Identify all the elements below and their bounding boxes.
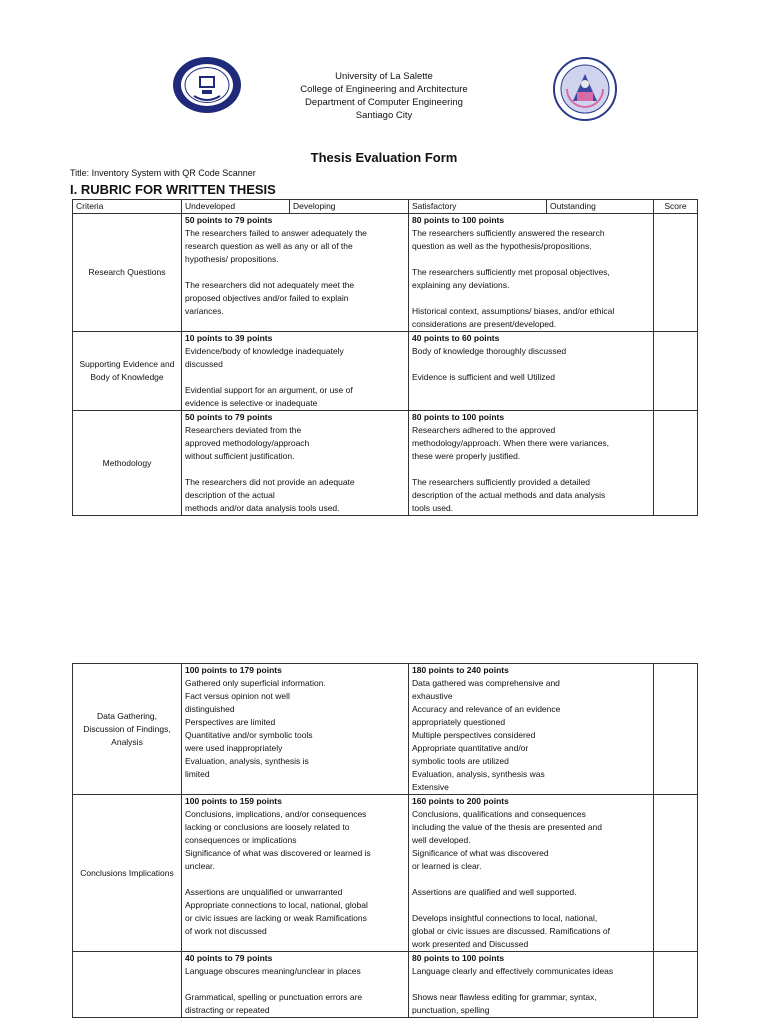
undeveloped-descriptor-cell [182, 214, 409, 332]
points-range: 160 points to 200 points [412, 796, 509, 806]
descriptor-line: Quantitative and/or symbolic tools [185, 730, 313, 740]
descriptor-line [412, 873, 650, 886]
university-seal-icon [172, 56, 242, 114]
descriptor-line: limited [185, 769, 210, 779]
descriptor-line: lacking or conclusions are loosely related to [185, 822, 350, 832]
descriptor-line: The researchers sufficiently provided a detailed [412, 477, 590, 487]
descriptor-line: Assertions are qualified and well supported. [412, 887, 577, 897]
table-row [73, 795, 698, 952]
descriptor-line: without sufficient justification. [185, 451, 295, 461]
satisfactory-descriptor-cell [409, 664, 654, 795]
descriptor-line: well developed. [412, 835, 471, 845]
descriptor-line [185, 978, 405, 991]
descriptor-line: Shows near flawless editing for grammar, syntax, [412, 992, 597, 1002]
descriptor-line: Language obscures meaning/unclear in places [185, 966, 361, 976]
score-cell[interactable] [654, 411, 698, 516]
department-name: Department of Computer Engineering [305, 97, 463, 108]
form-title: Thesis Evaluation Form [310, 150, 458, 165]
descriptor-line: The researchers did not provide an adequate [185, 477, 355, 487]
descriptor-line: Assertions are unqualified or unwarranted [185, 887, 343, 897]
criteria-header: Criteria [73, 200, 182, 214]
criteria-cell: Conclusions Implications [73, 795, 182, 952]
satisfactory-descriptor-cell [409, 952, 654, 1018]
table-row [73, 411, 698, 516]
section-title: I. RUBRIC FOR WRITTEN THESIS [70, 182, 276, 197]
descriptor-line: Perspectives are limited [185, 717, 276, 727]
descriptor-line: punctuation, spelling [412, 1005, 490, 1015]
descriptor-line: Appropriate quantitative and/or [412, 743, 529, 753]
satisfactory-descriptor-cell [409, 214, 654, 332]
descriptor-line: Language clearly and effectively communicates ideas [412, 966, 614, 976]
undeveloped-header: Undeveloped [182, 200, 290, 214]
points-range: 40 points to 79 points [185, 953, 273, 963]
descriptor-line: Data gathered was comprehensive and [412, 678, 560, 688]
score-cell[interactable] [654, 332, 698, 411]
table-row [73, 664, 698, 795]
descriptor-line [412, 253, 650, 266]
descriptor-line: evidence is selective or inadequate [185, 398, 318, 408]
descriptor-line [185, 463, 405, 476]
undeveloped-descriptor-cell [182, 795, 409, 952]
descriptor-line: considerations are present/developed. [412, 319, 557, 329]
descriptor-line [412, 358, 650, 371]
satisfactory-descriptor-cell [409, 411, 654, 516]
descriptor-line: Extensive [412, 782, 449, 792]
descriptor-line: methods and/or data analysis tools used. [185, 503, 340, 513]
descriptor-line: Accuracy and relevance of an evidence [412, 704, 561, 714]
score-cell[interactable] [654, 214, 698, 332]
college-seal-icon [553, 56, 617, 122]
developing-header: Developing [290, 200, 409, 214]
points-range: 100 points to 159 points [185, 796, 282, 806]
descriptor-line: global or civic issues are discussed. Ramifications of [412, 926, 610, 936]
points-range: 80 points to 100 points [412, 953, 505, 963]
descriptor-line [412, 292, 650, 305]
descriptor-line: The researchers failed to answer adequately the [185, 228, 367, 238]
satisfactory-header: Satisfactory [409, 200, 547, 214]
college-name: College of Engineering and Architecture [300, 84, 468, 95]
undeveloped-descriptor-cell [182, 664, 409, 795]
descriptor-line: explaining any deviations. [412, 280, 510, 290]
descriptor-line: Evidence/body of knowledge inadequately [185, 346, 344, 356]
thesis-title: Title: Inventory System with QR Code Scanner [70, 168, 256, 178]
descriptor-line: symbolic tools are utilized [412, 756, 509, 766]
points-range: 80 points to 100 points [412, 215, 505, 225]
criteria-cell: Methodology [73, 411, 182, 516]
points-range: 180 points to 240 points [412, 665, 509, 675]
university-name: University of La Salette [335, 71, 433, 82]
descriptor-line [412, 899, 650, 912]
satisfactory-descriptor-cell [409, 332, 654, 411]
descriptor-line [185, 266, 405, 279]
descriptor-line: discussed [185, 359, 223, 369]
descriptor-line: Gathered only superficial information. [185, 678, 326, 688]
descriptor-line: Significance of what was discovered or learned is [185, 848, 371, 858]
city-name: Santiago City [355, 110, 413, 121]
rubric-table [72, 199, 698, 516]
descriptor-line: Develops insightful connections to local, national, [412, 913, 598, 923]
descriptor-line: Historical context, assumptions/ biases, and/or ethical [412, 306, 615, 316]
descriptor-line: methodology/approach. When there were variances, [412, 438, 610, 448]
score-cell[interactable] [654, 952, 698, 1018]
rubric-table-continued [72, 663, 698, 1018]
descriptor-line: Appropriate connections to local, national, global [185, 900, 368, 910]
descriptor-line: Grammatical, spelling or punctuation errors are [185, 992, 363, 1002]
criteria-cell [73, 952, 182, 1018]
descriptor-line [185, 873, 405, 886]
undeveloped-descriptor-cell [182, 332, 409, 411]
descriptor-line: variances. [185, 306, 224, 316]
descriptor-line: consequences or implications [185, 835, 297, 845]
descriptor-line: tools used. [412, 503, 454, 513]
descriptor-line: exhaustive [412, 691, 453, 701]
undeveloped-descriptor-cell [182, 411, 409, 516]
descriptor-line: approved methodology/approach [185, 438, 310, 448]
points-range: 50 points to 79 points [185, 215, 273, 225]
descriptor-line: Conclusions, qualifications and consequences [412, 809, 586, 819]
descriptor-line [412, 978, 650, 991]
table-row [73, 214, 698, 332]
descriptor-line: of work not discussed [185, 926, 267, 936]
descriptor-line [412, 463, 650, 476]
descriptor-line: Evidence is sufficient and well Utilized [412, 372, 555, 382]
table-row [73, 332, 698, 411]
descriptor-line: Researchers adhered to the approved [412, 425, 556, 435]
score-header: Score [654, 200, 698, 214]
descriptor-line: Multiple perspectives considered [412, 730, 536, 740]
descriptor-line: Researchers deviated from the [185, 425, 302, 435]
descriptor-line: were used inappropriately [185, 743, 283, 753]
criteria-cell: Data Gathering, Discussion of Findings, Analysis [73, 664, 182, 795]
descriptor-line: Evaluation, analysis, synthesis was [412, 769, 545, 779]
descriptor-line: these were properly justified. [412, 451, 521, 461]
descriptor-line: hypothesis/ propositions. [185, 254, 279, 264]
descriptor-line: description of the actual [185, 490, 275, 500]
points-range: 50 points to 79 points [185, 412, 273, 422]
descriptor-line: distinguished [185, 704, 235, 714]
descriptor-line: Conclusions, implications, and/or consequences [185, 809, 367, 819]
descriptor-line: Fact versus opinion not well [185, 691, 290, 701]
descriptor-line: description of the actual methods and data analysis [412, 490, 606, 500]
score-cell[interactable] [654, 664, 698, 795]
descriptor-line: The researchers sufficiently met proposal objectives, [412, 267, 610, 277]
descriptor-line: The researchers did not adequately meet the [185, 280, 355, 290]
descriptor-line: Evaluation, analysis, synthesis is [185, 756, 309, 766]
descriptor-line: research question as well as any or all of the [185, 241, 353, 251]
descriptor-line: distracting or repeated [185, 1005, 270, 1015]
descriptor-line: unclear. [185, 861, 215, 871]
descriptor-line: including the value of the thesis are presented and [412, 822, 602, 832]
institution-header [250, 70, 518, 122]
descriptor-line: appropriately questioned [412, 717, 506, 727]
descriptor-line: proposed objectives and/or failed to explain [185, 293, 349, 303]
outstanding-header: Outstanding [547, 200, 654, 214]
descriptor-line: Evidential support for an argument, or use of [185, 385, 353, 395]
points-range: 80 points to 100 points [412, 412, 505, 422]
descriptor-line: work presented and Discussed [412, 939, 529, 949]
table-row [73, 952, 698, 1018]
points-range: 10 points to 39 points [185, 333, 273, 343]
descriptor-line: The researchers sufficiently answered the research [412, 228, 605, 238]
descriptor-line [185, 371, 405, 384]
criteria-cell: Supporting Evidence and Body of Knowledge [73, 332, 182, 411]
descriptor-line: Significance of what was discovered [412, 848, 549, 858]
satisfactory-descriptor-cell [409, 795, 654, 952]
score-cell[interactable] [654, 795, 698, 952]
criteria-cell: Research Questions [73, 214, 182, 332]
table-header-row [73, 200, 698, 214]
undeveloped-descriptor-cell [182, 952, 409, 1018]
points-range: 100 points to 179 points [185, 665, 282, 675]
points-range: 40 points to 60 points [412, 333, 500, 343]
descriptor-line: or civic issues are lacking or weak Ramifications [185, 913, 367, 923]
descriptor-line: or learned is clear. [412, 861, 482, 871]
descriptor-line: question as well as the hypothesis/propositions. [412, 241, 592, 251]
descriptor-line: Body of knowledge thoroughly discussed [412, 346, 567, 356]
